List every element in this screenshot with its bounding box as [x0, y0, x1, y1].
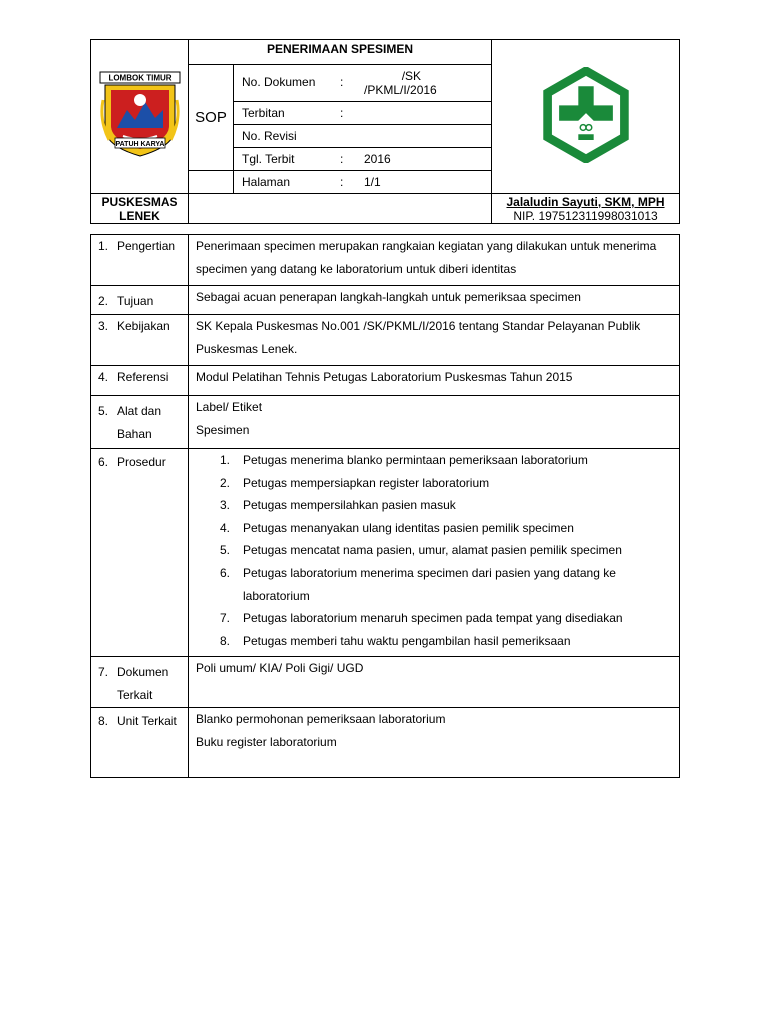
section-text-prosedur	[189, 449, 680, 657]
section-label-line2: Terkait	[117, 688, 153, 703]
table-row	[91, 657, 680, 708]
section-label-unit-terkait	[91, 708, 189, 778]
section-number: 6.	[98, 455, 109, 469]
section-label-line1: Dokumen	[117, 665, 169, 680]
section-label-pengertian	[91, 235, 189, 286]
procedure-step	[196, 517, 679, 540]
procedure-step	[196, 449, 679, 472]
section-label-prosedur	[91, 449, 189, 657]
no-dokumen-value	[364, 69, 437, 97]
procedure-step	[196, 630, 679, 653]
step-text: Petugas laboratorium menaruh specimen pada tempat yang disediakan	[243, 611, 623, 626]
step-number: 2.	[220, 475, 231, 490]
section-label-line2: Bahan	[117, 427, 152, 441]
no-dokumen-colon: :	[340, 75, 344, 90]
signatory-name: Jalaludin Sayuti, SKM, MPH	[506, 194, 665, 209]
section-label-tujuan	[91, 286, 189, 315]
sop-label: SOP	[189, 65, 234, 171]
no-dokumen-value-line2: /PKML/I/2016	[364, 83, 437, 97]
no-dokumen-value-line1: /SK	[401, 69, 422, 83]
terbitan-colon: :	[340, 106, 344, 120]
halaman-colon: :	[340, 175, 344, 189]
logo-bottom-text: PATUH KARYA	[114, 140, 165, 148]
step-text: Petugas memberi tahu waktu pengambilan hasil pemeriksaan	[243, 633, 571, 648]
logo-top-text: LOMBOK TIMUR	[107, 73, 172, 83]
puskesmas-name	[91, 194, 189, 224]
no-dokumen-row	[234, 65, 492, 102]
tgl-terbit-label: Tgl. Terbit	[242, 152, 295, 166]
section-label-line1: Alat dan	[117, 404, 162, 418]
step-number: 6.	[220, 565, 231, 580]
section-label-referensi	[91, 366, 189, 396]
section-label: Pengertian	[117, 239, 176, 253]
step-number: 5.	[220, 543, 231, 558]
step-text: Petugas mempersiapkan register laboratorium	[243, 475, 490, 490]
section-label: Prosedur	[117, 455, 166, 469]
table-row	[91, 315, 680, 366]
sop-header-table	[90, 39, 680, 224]
table-row	[91, 449, 680, 657]
step-number: 3.	[220, 498, 231, 513]
puskesmas-logo-icon	[538, 67, 634, 163]
tgl-terbit-colon: :	[340, 152, 344, 166]
puskesmas-logo-cell	[492, 40, 680, 194]
table-row	[91, 286, 680, 315]
section-number: 7.	[98, 665, 109, 680]
signatory-nip: NIP. 197512311998031013	[513, 208, 658, 223]
section-number: 1.	[98, 239, 109, 253]
step-number: 4.	[220, 520, 231, 535]
terbitan-label: Terbitan	[242, 106, 285, 120]
list-item: Buku register laboratorium	[196, 735, 337, 750]
lombok-timur-emblem-icon	[97, 70, 183, 160]
sop-content-table	[90, 234, 680, 778]
no-revisi-label: No. Revisi	[242, 129, 297, 143]
procedure-step	[196, 562, 679, 607]
lombok-timur-logo-cell	[91, 40, 189, 194]
step-number: 8.	[220, 633, 231, 648]
section-label: Unit Terkait	[117, 714, 177, 729]
section-label-dokumen-terkait	[91, 657, 189, 708]
table-row	[91, 396, 680, 449]
procedure-step	[196, 607, 679, 630]
halaman-label: Halaman	[242, 175, 291, 189]
procedure-list	[196, 449, 679, 652]
table-row	[91, 708, 680, 778]
puskesmas-name-line1: PUSKESMAS	[101, 194, 178, 209]
table-row	[91, 235, 680, 286]
step-text: Petugas laboratorium menerima specimen dari pasien yang datang ke laboratorium	[243, 565, 616, 603]
section-text-unit-terkait	[189, 708, 680, 778]
step-number: 1.	[220, 453, 231, 467]
section-number: 2.	[98, 294, 109, 308]
section-number: 3.	[98, 319, 109, 333]
step-text: Petugas mencatat nama pasien, umur, alamat pasien pemilik specimen	[243, 543, 622, 558]
procedure-step	[196, 494, 679, 517]
sop-blank-cell	[189, 171, 234, 194]
halaman-value: 1/1	[364, 175, 381, 189]
list-item: Label/ Etiket	[196, 400, 263, 414]
section-label-kebijakan	[91, 315, 189, 366]
procedure-step	[196, 472, 679, 495]
section-number: 8.	[98, 714, 109, 729]
list-item: Spesimen	[196, 423, 250, 437]
section-label: Referensi	[117, 370, 169, 384]
section-text-kebijakan: SK Kepala Puskesmas No.001 /SK/PKML/I/2016 tentang Standar Pelayanan Publik Puskesmas Lenek.	[189, 315, 680, 366]
signatory	[492, 194, 680, 224]
section-text-pengertian: Penerimaan specimen merupakan rangkaian kegiatan yang dilakukan untuk menerima specimen yang datang ke laboratorium untuk diberi identitas	[189, 235, 680, 286]
puskesmas-name-line2: LENEK	[119, 208, 160, 223]
no-revisi-row	[234, 125, 492, 148]
step-text: Petugas menanyakan ulang identitas pasien pemilik specimen	[243, 520, 574, 535]
tgl-terbit-row	[234, 148, 492, 171]
halaman-row	[234, 171, 492, 194]
section-label	[117, 400, 161, 446]
procedure-step	[196, 539, 679, 562]
table-row	[91, 366, 680, 396]
section-text-referensi: Modul Pelatihan Tehnis Petugas Laboratorium Puskesmas Tahun 2015	[189, 366, 680, 396]
step-number: 7.	[220, 611, 231, 626]
section-text-dokumen-terkait: Poli umum/ KIA/ Poli Gigi/ UGD	[189, 657, 680, 708]
document-title: PENERIMAAN SPESIMEN	[189, 40, 492, 65]
no-dokumen-label: No. Dokumen	[242, 75, 316, 90]
terbitan-row	[234, 102, 492, 125]
list-item: Blanko permohonan pemeriksaan laboratorium	[196, 712, 446, 727]
step-text: Petugas menerima blanko permintaan pemeriksaan laboratorium	[243, 453, 588, 467]
section-text-tujuan: Sebagai acuan penerapan langkah-langkah untuk pemeriksaa specimen	[189, 286, 680, 315]
section-number: 5.	[98, 404, 109, 418]
tgl-terbit-value: 2016	[364, 152, 391, 166]
section-number: 4.	[98, 370, 109, 384]
section-text-alat-bahan	[189, 396, 680, 449]
section-label: Tujuan	[117, 294, 154, 308]
section-label-alat-bahan	[91, 396, 189, 449]
blank-footer-cell	[189, 194, 492, 224]
section-label: Kebijakan	[117, 319, 170, 333]
section-label	[117, 661, 168, 707]
step-text: Petugas mempersilahkan pasien masuk	[243, 498, 456, 513]
